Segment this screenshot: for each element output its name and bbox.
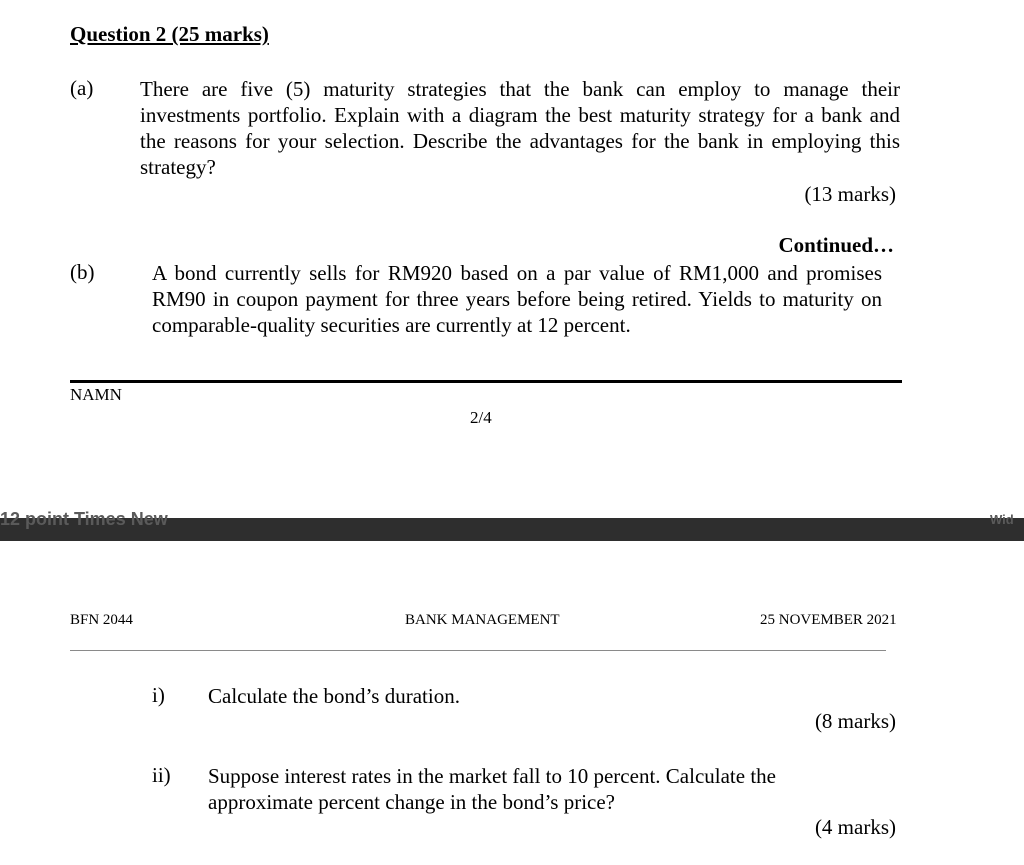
- header-divider: [70, 650, 886, 651]
- part-b-text: A bond currently sells for RM920 based on a par value of RM1,000 and promises RM90 in coupon payment for three years before being retired. Yields to maturity on comparable-quality securities are currently at 12 percent.: [152, 261, 882, 337]
- item-i-marks: (8 marks): [814, 709, 896, 733]
- footer-name: NAMN: [70, 385, 122, 404]
- course-code: BFN 2044: [70, 612, 133, 628]
- question-title: Question 2 (25 marks): [70, 22, 269, 46]
- item-ii-text: Suppose interest rates in the market fall to 10 percent. Calculate the approximate percent change in the bond’s price?: [208, 764, 776, 814]
- part-a-marks: (13 marks): [804, 182, 896, 206]
- toolbar-right-fragment: Wid: [990, 512, 1014, 527]
- course-title: BANK MANAGEMENT: [405, 612, 560, 628]
- part-a-label: (a): [70, 76, 94, 100]
- item-ii-label: ii): [152, 763, 171, 787]
- part-b-label: (b): [70, 260, 95, 284]
- font-size-label[interactable]: 12 point Times New: [0, 509, 168, 529]
- item-i-text: Calculate the bond’s duration.: [208, 684, 460, 708]
- page-number: 2/4: [470, 408, 492, 427]
- item-i-label: i): [152, 683, 165, 707]
- item-ii-marks: (4 marks): [814, 815, 896, 839]
- continued-label: Continued…: [778, 233, 894, 257]
- footer-divider: [70, 380, 902, 383]
- part-a-text: There are five (5) maturity strategies that the bank can employ to manage their investments portfolio. Explain with a diagram the best maturity strategy for a bank and the reasons for your selection. Describe the advantages for the bank in employing this strategy?: [140, 77, 900, 179]
- exam-date: 25 NOVEMBER 2021: [760, 612, 897, 628]
